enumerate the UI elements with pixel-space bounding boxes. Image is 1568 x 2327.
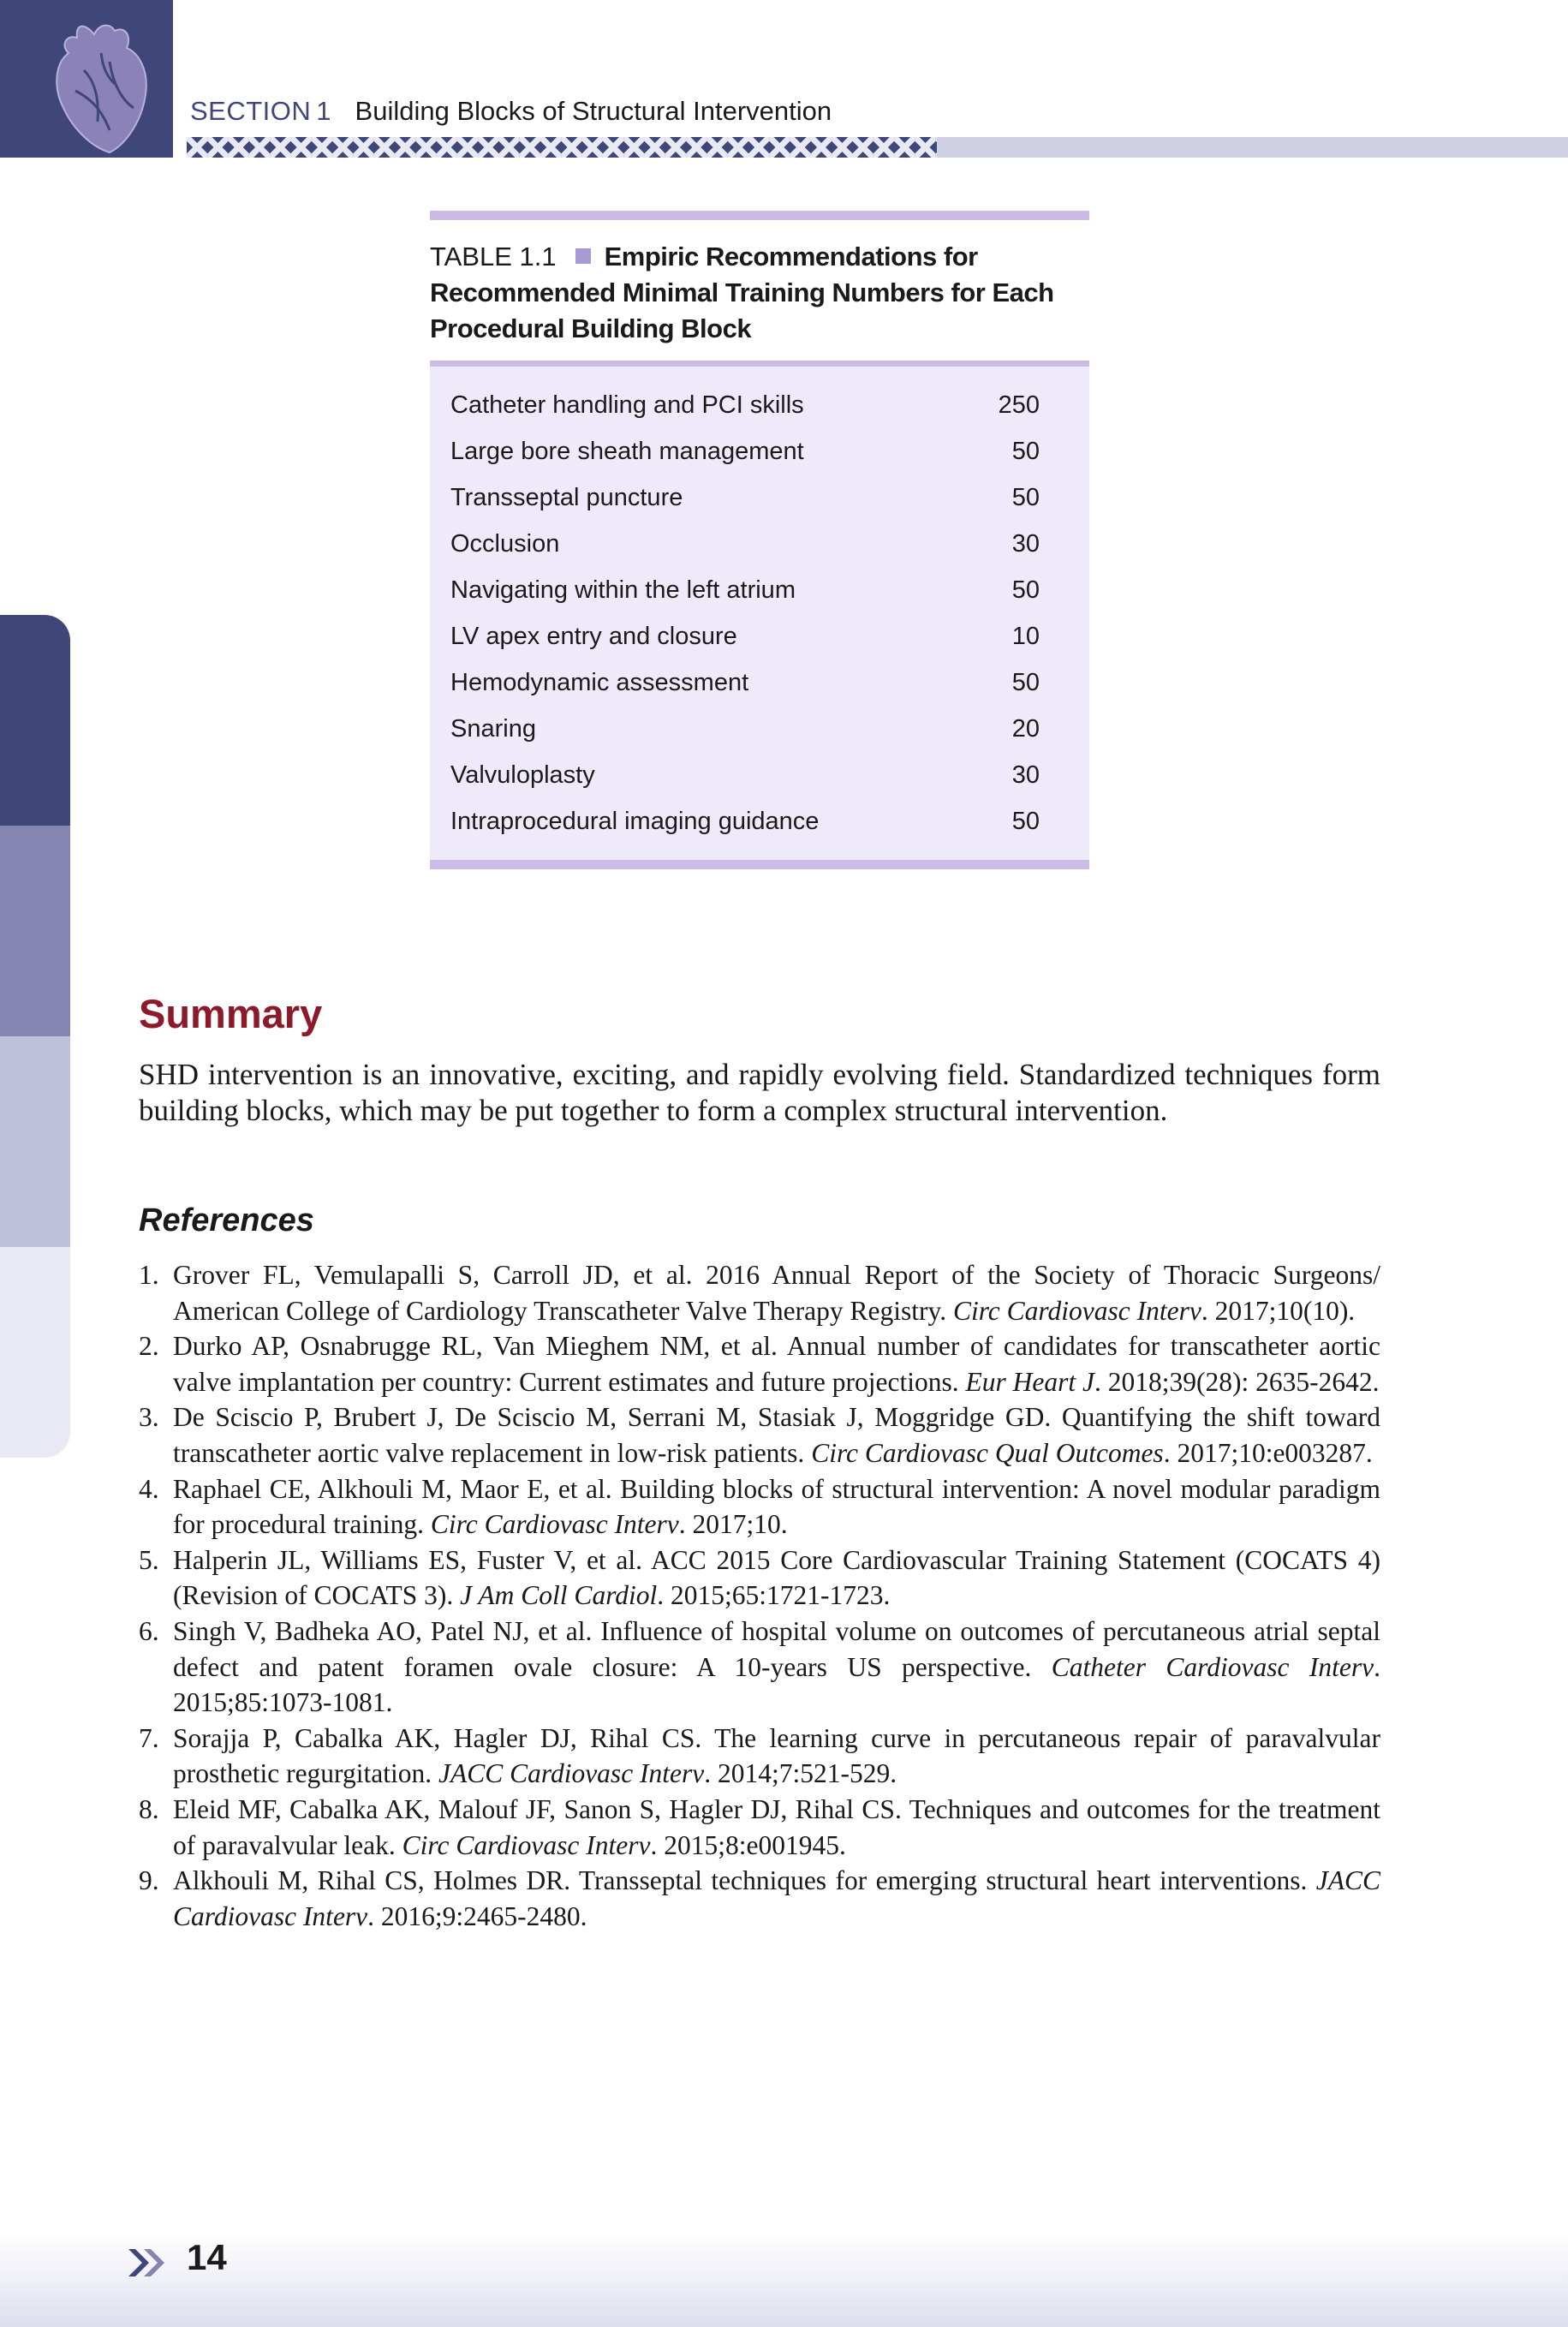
row-label: Transseptal puncture xyxy=(450,483,683,511)
reference-authors-title: Raphael CE, Alkhouli M, Maor E, et al. Building blocks of structural intervention: A novel modular paradigm for procedural training. xyxy=(173,1473,1380,1540)
table-title-line1: Empiric Recommendations for xyxy=(604,242,978,271)
reference-number: 7. xyxy=(139,1722,159,1753)
reference-journal: JACC Cardiovasc Interv xyxy=(173,1865,1380,1931)
reference-item xyxy=(139,1542,1380,1614)
reference-item xyxy=(139,1399,1380,1471)
table-top-rule xyxy=(430,211,1089,220)
row-label: Hemodynamic assessment xyxy=(450,668,749,696)
table-row xyxy=(430,659,1089,706)
reference-item xyxy=(139,1328,1380,1399)
reference-text xyxy=(173,1471,1380,1542)
side-tab-2 xyxy=(0,826,70,1036)
row-label: Intraprocedural imaging guidance xyxy=(450,807,820,835)
reference-item xyxy=(139,1471,1380,1542)
header-decorative-band xyxy=(187,137,1568,158)
reference-authors-title: Grover FL, Vemulapalli S, Carroll JD, et al. 2016 Annual Report of the Society of Thoracic Surgeons/ American College of Cardiology Transcatheter Valve Therapy Registry. xyxy=(173,1260,1380,1326)
reference-citation: . 2017;10:e003287. xyxy=(1163,1437,1373,1468)
reference-authors-title: De Sciscio P, Brubert J, De Sciscio M, Serrani M, Stasiak J, Moggridge GD. Quantifying the shift toward transcatheter aortic valve replacement in low-risk patients. xyxy=(173,1402,1380,1468)
reference-journal: J Am Coll Cardiol xyxy=(460,1580,658,1611)
summary-heading: Summary xyxy=(139,991,323,1036)
row-value: 20 xyxy=(1011,714,1040,743)
reference-number: 5. xyxy=(139,1544,159,1575)
reference-number: 8. xyxy=(139,1793,159,1824)
table-row xyxy=(430,521,1089,567)
header-band-fill xyxy=(937,137,1568,158)
table-row xyxy=(430,798,1089,844)
side-tab-4 xyxy=(0,1247,70,1458)
row-value: 50 xyxy=(1011,576,1040,604)
reference-text xyxy=(173,1542,1380,1614)
reference-authors-title: Sorajja P, Cabalka AK, Hagler DJ, Rihal CS. The learning curve in percutaneous repair of paravalvular prosthetic regurgitation. xyxy=(173,1722,1380,1789)
row-label: Catheter handling and PCI skills xyxy=(450,391,804,419)
reference-citation: . 2015;65:1721-1723. xyxy=(657,1580,891,1611)
reference-text xyxy=(173,1863,1380,1934)
double-chevron-right-icon xyxy=(127,2246,171,2280)
training-numbers-table xyxy=(430,211,1089,869)
reference-citation: . 2015;85:1073-1081. xyxy=(173,1651,1381,1718)
page-number: 14 xyxy=(187,2237,227,2277)
row-value: 10 xyxy=(1011,622,1040,650)
table-row xyxy=(430,706,1089,752)
table-row xyxy=(430,752,1089,798)
row-label: Snaring xyxy=(450,714,536,743)
reference-number: 2. xyxy=(139,1331,159,1362)
row-label: Occlusion xyxy=(450,529,560,558)
reference-item xyxy=(139,1257,1380,1328)
reference-number: 4. xyxy=(139,1473,159,1504)
reference-journal: Circ Cardiovasc Interv xyxy=(402,1829,651,1860)
reference-number: 3. xyxy=(139,1402,159,1433)
reference-authors-title: Alkhouli M, Rihal CS, Holmes DR. Transseptal techniques for emerging structural heart interventions. xyxy=(173,1865,1316,1896)
reference-citation: . 2018;39(28): 2635-2642. xyxy=(1094,1366,1380,1397)
references-list xyxy=(139,1257,1380,1934)
row-value: 250 xyxy=(998,391,1040,419)
heart-icon xyxy=(50,19,152,156)
table-title-line2: Recommended Minimal Training Numbers for Each xyxy=(430,277,1054,307)
row-label: Navigating within the left atrium xyxy=(450,576,796,604)
table-number: TABLE 1.1 xyxy=(430,242,557,271)
reference-authors-title: Eleid MF, Cabalka AK, Malouf JF, Sanon S, Hagler DJ, Rihal CS. Techniques and outcomes for the treatment of paravalvular leak. xyxy=(173,1793,1380,1860)
table-row xyxy=(430,613,1089,659)
reference-item xyxy=(139,1863,1380,1934)
section-title: Building Blocks of Structural Intervention xyxy=(355,96,832,126)
reference-journal: Circ Cardiovasc Interv xyxy=(952,1295,1201,1326)
reference-journal: Circ Cardiovasc Qual Outcomes xyxy=(811,1437,1164,1468)
reference-text xyxy=(173,1257,1380,1328)
table-row xyxy=(430,428,1089,474)
reference-citation: . 2017;10. xyxy=(678,1509,788,1540)
diamond-pattern xyxy=(187,137,937,158)
footer-band xyxy=(0,2231,1568,2327)
reference-journal: Catheter Cardiovasc Interv xyxy=(1051,1651,1374,1682)
table-header-rule xyxy=(430,361,1089,367)
table-bottom-rule xyxy=(430,860,1089,869)
reference-journal: Circ Cardiovasc Interv xyxy=(430,1509,679,1540)
reference-number: 9. xyxy=(139,1865,159,1896)
square-bullet-icon xyxy=(575,248,591,264)
row-label: Valvuloplasty xyxy=(450,761,595,789)
table-row xyxy=(430,474,1089,521)
reference-citation: . 2017;10(10). xyxy=(1201,1295,1356,1326)
reference-number: 6. xyxy=(139,1615,159,1646)
reference-citation: . 2014;7:521-529. xyxy=(704,1758,897,1789)
reference-text xyxy=(173,1721,1380,1792)
section-header xyxy=(190,94,832,128)
reference-journal: Eur Heart J xyxy=(965,1366,1094,1397)
table-body xyxy=(430,367,1089,860)
row-value: 50 xyxy=(1011,483,1040,511)
reference-item xyxy=(139,1614,1380,1721)
table-title-line3: Procedural Building Block xyxy=(430,313,752,343)
row-value: 30 xyxy=(1011,529,1040,558)
reference-number: 1. xyxy=(139,1260,159,1290)
section-label: SECTION xyxy=(190,96,312,126)
table-row xyxy=(430,382,1089,428)
row-value: 50 xyxy=(1011,668,1040,696)
reference-citation: . 2016;9:2465-2480. xyxy=(367,1900,587,1931)
reference-citation: . 2015;8:e001945. xyxy=(650,1829,846,1860)
references-heading: References xyxy=(139,1202,314,1238)
summary-text: SHD intervention is an innovative, exciting, and rapidly evolving field. Standardized techniques form building blocks, which may be put together to form a complex structural intervention. xyxy=(139,1058,1380,1127)
reference-journal: JACC Cardiovasc Interv xyxy=(438,1758,705,1789)
reference-item xyxy=(139,1721,1380,1792)
reference-text xyxy=(173,1614,1380,1721)
reference-authors-title: Durko AP, Osnabrugge RL, Van Mieghem NM, et al. Annual number of candidates for transcatheter aortic valve implantation per country: Current estimates and future projections. xyxy=(173,1331,1380,1397)
reference-authors-title: Halperin JL, Williams ES, Fuster V, et al. ACC 2015 Core Cardiovascular Training Statement (COCATS 4) (Revision of COCATS 3). xyxy=(173,1544,1380,1611)
reference-text xyxy=(173,1792,1380,1863)
table-row xyxy=(430,567,1089,613)
row-value: 50 xyxy=(1011,437,1040,465)
reference-text xyxy=(173,1399,1380,1471)
row-label: Large bore sheath management xyxy=(450,437,804,465)
side-tab-1 xyxy=(0,615,70,826)
row-value: 50 xyxy=(1011,807,1040,835)
reference-text xyxy=(173,1328,1380,1399)
row-label: LV apex entry and closure xyxy=(450,622,737,650)
side-tab-3 xyxy=(0,1036,70,1247)
table-caption xyxy=(430,220,1089,361)
reference-authors-title: Singh V, Badheka AO, Patel NJ, et al. Influence of hospital volume on outcomes of percutaneous atrial septal defect and patent foramen ovale closure: A 10-years US perspective. xyxy=(173,1615,1380,1682)
row-value: 30 xyxy=(1011,761,1040,789)
section-logo xyxy=(0,0,173,158)
reference-item xyxy=(139,1792,1380,1863)
section-number: 1 xyxy=(316,96,331,126)
